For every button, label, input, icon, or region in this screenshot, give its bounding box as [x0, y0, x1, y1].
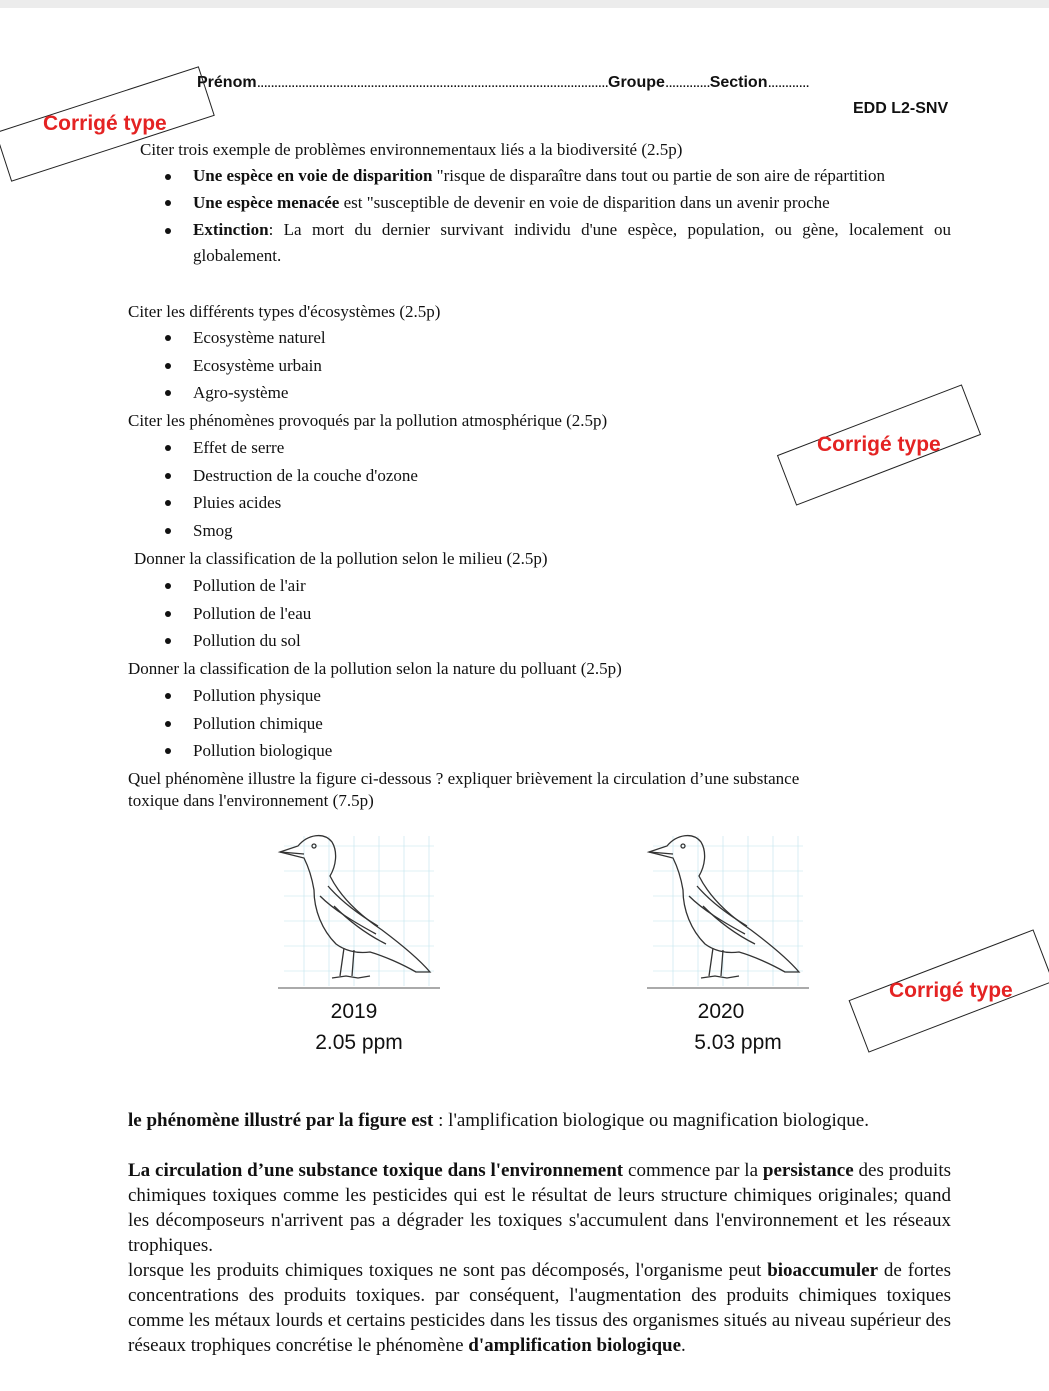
list-item: Pollution du sol	[165, 627, 311, 655]
groupe-label: Groupe	[608, 74, 665, 91]
question-6-line-1: Quel phénomène illustre la figure ci-dessous ? expliquer brièvement la circulation d’une substance	[128, 769, 800, 788]
year-label-2019: 2019	[330, 1000, 378, 1023]
year-label-2020: 2020	[697, 1000, 745, 1023]
list-item: Extinction: La mort du dernier survivant individu d'une espèce, population, ou gène, localement ou globalement.	[165, 217, 951, 269]
stamp-text: Corrigé type	[889, 979, 1013, 1003]
list-item: Ecosystème urbain	[165, 352, 326, 380]
stamp-text: Corrigé type	[43, 112, 167, 136]
list-item: Pollution chimique	[165, 710, 332, 738]
list-item: Une espèce en voie de disparition "risque de disparaître dans tout ou partie de son aire de répartition	[165, 163, 951, 189]
question-2-title: Citer les différents types d'écosystèmes (2.5p)	[128, 302, 441, 321]
list-item: Destruction de la couche d'ozone	[165, 462, 418, 490]
list-item: Pollution biologique	[165, 737, 332, 765]
list-item: Pollution de l'eau	[165, 600, 311, 628]
student-header	[197, 74, 809, 92]
crow-figure-2020	[643, 826, 813, 996]
list-item: Agro-système	[165, 379, 326, 407]
question-5-title: Donner la classification de la pollution selon la nature du polluant (2.5p)	[128, 659, 622, 678]
question-2-answers	[165, 324, 326, 407]
answer-paragraph-1: le phénomène illustré par la figure est : l'amplification biologique ou magnification biologique.	[128, 1110, 869, 1131]
question-5-answers	[165, 682, 332, 765]
section-dots: ............	[767, 74, 809, 91]
question-3-title: Citer les phénomènes provoqués par la pollution atmosphérique (2.5p)	[128, 411, 608, 430]
answer-paragraph-3: lorsque les produits chimiques toxiques ne sont pas décomposés, l'organisme peut bioaccumuler de fortes concentrations des produits toxiques. par conséquent, l'augmentation des produits chimiques toxiques comme les métaux lourds et certains pesticides dans les tissus des organismes situés au niveau supérieur des réseaux trophiques concrétise le phénomène d'amplification biologique.	[128, 1260, 951, 1356]
stamp-text: Corrigé type	[817, 433, 941, 457]
ppm-label-2020: 5.03 ppm	[694, 1031, 782, 1054]
question-4-title: Donner la classification de la pollution selon le milieu (2.5p)	[134, 549, 548, 568]
ppm-label-2019: 2.05 ppm	[315, 1031, 403, 1054]
corrige-stamp-3	[849, 929, 1049, 1052]
list-item: Smog	[165, 517, 418, 545]
answer-paragraph-2: La circulation d’une substance toxique dans l'environnement commence par la persistance des produits chimiques toxiques comme les pesticides qui est le résultat de leurs structure chimiques originales; quand les décomposeurs n'arrivent pas a dégrader les toxiques s'accumulent dans l'environnement et les réseaux trophiques.	[128, 1160, 952, 1256]
section-label: Section	[709, 74, 768, 91]
question-1-title: Citer trois exemple de problèmes environnementaux liés a la biodiversité (2.5p)	[140, 140, 683, 159]
list-item: Pollution physique	[165, 682, 332, 710]
top-bar	[0, 0, 1049, 8]
crow-figure-2019	[274, 826, 444, 996]
list-item: Effet de serre	[165, 434, 418, 462]
groupe-dots: .............	[664, 74, 710, 91]
question-6-line-2: toxique dans l'environnement (7.5p)	[128, 791, 374, 810]
prenom-dots: ......................................................................................................	[256, 74, 608, 91]
list-item: Ecosystème naturel	[165, 324, 326, 352]
corrige-stamp-2	[777, 384, 981, 505]
prenom-label: Prénom	[197, 74, 257, 91]
question-1-answers	[165, 163, 951, 269]
list-item: Pluies acides	[165, 489, 418, 517]
question-3-answers	[165, 434, 418, 544]
course-code: EDD L2-SNV	[853, 100, 949, 117]
list-item: Une espèce menacée est "susceptible de devenir en voie de disparition dans un avenir proche	[165, 189, 951, 217]
question-4-answers	[165, 572, 311, 655]
list-item: Pollution de l'air	[165, 572, 311, 600]
